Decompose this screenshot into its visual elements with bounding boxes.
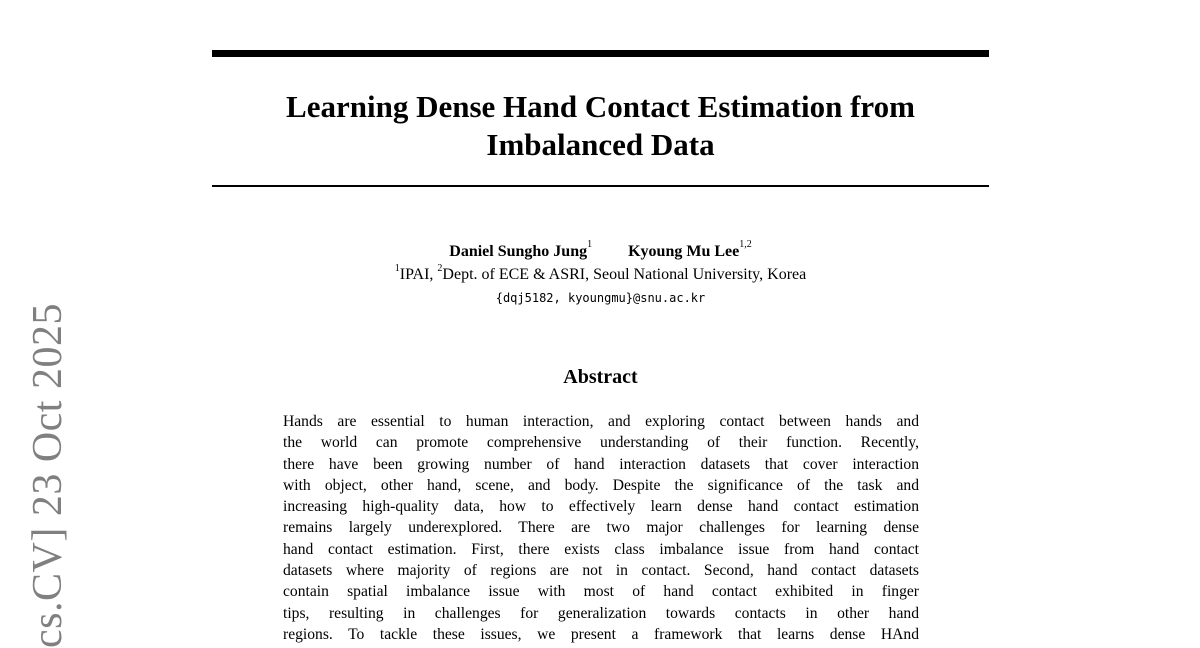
paper-title-line-2: Imbalanced Data — [486, 127, 715, 162]
author-sup-1: 1 — [587, 239, 593, 250]
abstract-line: tips, resulting in challenges for generalization towards contacts in other hand — [283, 604, 919, 622]
author-list — [212, 241, 989, 263]
author-sup-2: 1,2 — [739, 239, 752, 250]
abstract-line: with object, other hand, scene, and body. Despite the significance of the task and — [283, 476, 919, 494]
affiliation-sup-1: 1 — [394, 263, 400, 274]
abstract-body — [283, 411, 919, 645]
title-top-rule — [212, 50, 989, 57]
author-name-1: Daniel Sungho Jung — [449, 243, 588, 260]
abstract-line: increasing high-quality data, how to effectively learn dense hand contact estimation — [283, 498, 919, 516]
abstract-line: remains largely underexplored. There are two major challenges for learning dense — [283, 519, 919, 537]
abstract-line: the world can promote comprehensive understanding of their function. Recently, — [283, 434, 919, 452]
author-name-2: Kyoung Mu Lee — [628, 243, 740, 260]
abstract-line: hand contact estimation. First, there exists class imbalance issue from hand contact — [283, 540, 919, 558]
abstract-line: Hands are essential to human interaction, and exploring contact between hands and — [283, 413, 919, 430]
affiliation-text-2: Dept. of ECE & ASRI, Seoul National University, Korea — [442, 266, 807, 283]
affiliation-sup-2: 2 — [437, 263, 443, 274]
abstract-line: datasets where majority of regions are not in contact. Second, hand contact datasets — [283, 562, 919, 580]
paper-title-line-1: Learning Dense Hand Contact Estimation from — [286, 89, 915, 124]
abstract-line: contain spatial imbalance issue with most of hand contact exhibited in finger — [283, 583, 919, 601]
affiliation — [212, 264, 989, 286]
title-bottom-rule — [212, 185, 989, 187]
arxiv-side-stamp: cs.CV] 23 Oct 2025 — [25, 303, 71, 648]
abstract-line: regions. To tackle these issues, we present a framework that learns dense HAnd — [283, 625, 919, 643]
abstract-line: there have been growing number of hand interaction datasets that cover interaction — [283, 455, 919, 473]
affiliation-text-1: IPAI, — [399, 266, 438, 283]
author-email: {dqj5182, kyoungmu}@snu.ac.kr — [495, 291, 706, 305]
abstract-heading: Abstract — [563, 366, 638, 388]
paper-title — [212, 88, 989, 164]
